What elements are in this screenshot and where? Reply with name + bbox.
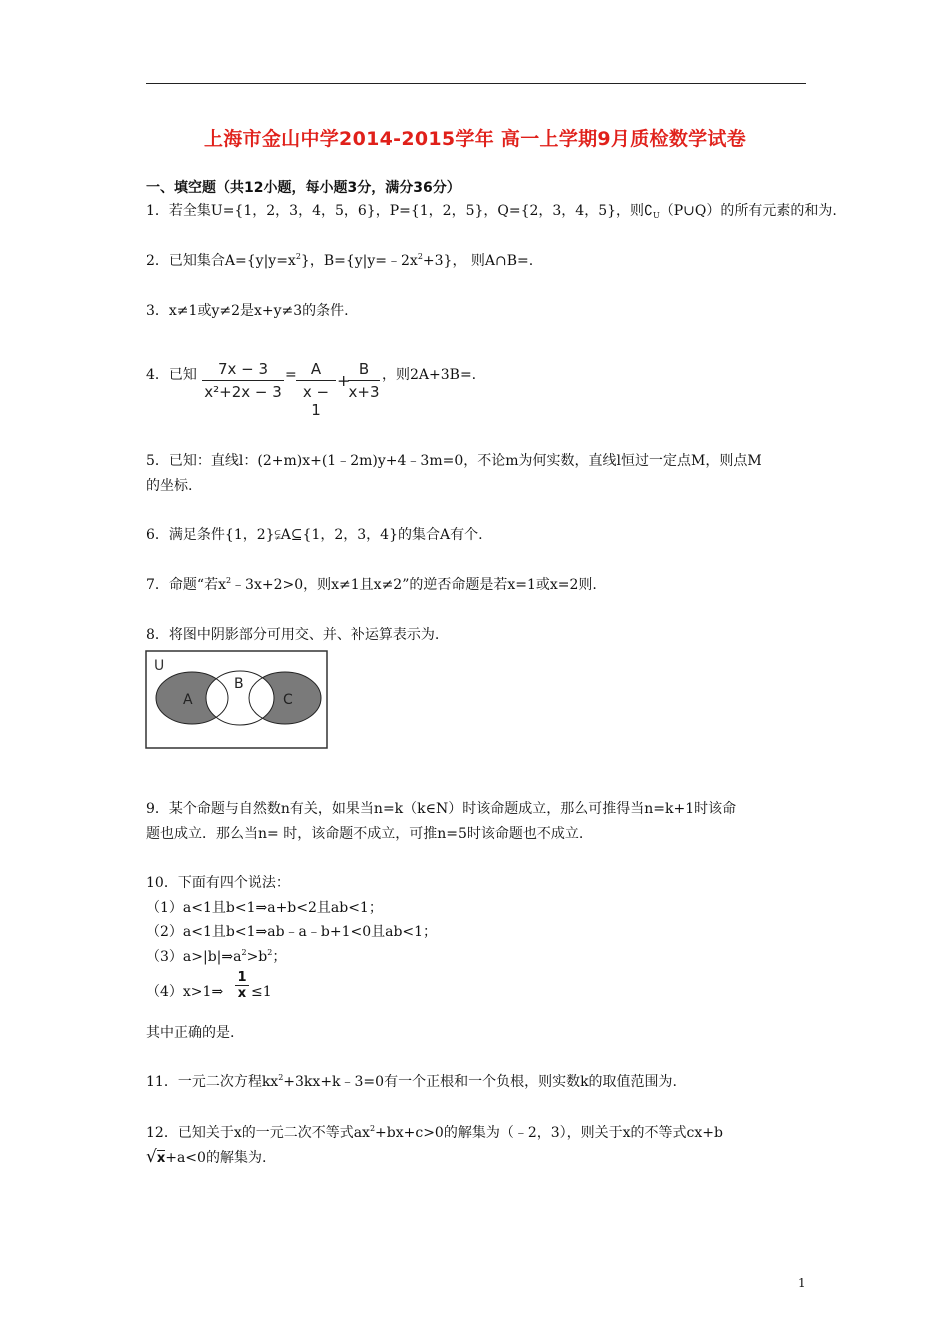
question-2: 2．已知集合$A=\{y|y=x^2\}$，$B=\{y|y=﹣2x^2+3\}$， 则A∩B=. <box>146 252 534 269</box>
label-a: A <box>183 692 193 708</box>
question-9-line-2: 题也成立．那么当n= 时，该命题不成立，可推n=5时该命题也不成立. <box>146 826 584 842</box>
question-10-item-2: （2）a<1且b<1⇒ab﹣a﹣b+1<0且ab<1； <box>146 924 438 940</box>
question-9-line-1: 9．某个命题与自然数n有关，如果当n=k（k∈N）时该命题成立，那么可推得当n=k+1时该命 <box>146 801 737 817</box>
question-12-line-2: √x+a<0的解集为. <box>146 1147 267 1167</box>
label-u: U <box>154 658 165 674</box>
venn-diagram <box>145 650 329 750</box>
section-heading: 一、填空题（共12小题，每小题3分，满分36分） <box>146 180 461 196</box>
page-title: 上海市金山中学2014-2015学年 高一上学期9月质检数学试卷 <box>203 128 747 150</box>
fraction-3: $\frac{B}{x+3}$ <box>348 360 380 401</box>
question-7: 7．命题“若$x^2﹣3x+2>0$，则x≠1且x≠2”的逆否命题是若x=1或x=2则. <box>146 576 597 593</box>
question-8: 8．将图中阴影部分可用交、并、补运算表示为. <box>146 627 440 643</box>
label-b: B <box>234 676 244 692</box>
question-10-item-3: $(3)a>|b|\Rightarrow a^2>b^2$； <box>146 948 287 965</box>
question-5-line-1: 5．已知：直线l：(2+m)x+(1﹣2m)y+4﹣3m=0，不论m为何实数，直线l恒过一定点M，则点M <box>146 453 762 469</box>
header-rule <box>146 83 806 84</box>
question-10-tail: 其中正确的是. <box>146 1025 235 1041</box>
label-c: C <box>283 692 293 708</box>
fraction-one-over-x: $\frac{1}{x}$ <box>235 970 249 1001</box>
page-number: 1 <box>798 1276 806 1290</box>
question-11: 11．一元二次方程$kx^2+3kx+k﹣3=0$有一个正根和一个负根，则实数k的取值范围为. <box>146 1073 678 1090</box>
question-6: 6．满足条件{1，2}⫋A⊆{1，2，3，4}的集合A有个. <box>146 527 483 543</box>
question-10-head: 10．下面有四个说法： <box>146 875 290 891</box>
question-5-line-2: 的坐标. <box>146 478 193 494</box>
question-12-line-1: 12．已知关于x的一元二次不等式$ax^2+bx+c>0$的解集为（﹣2，3），则关于x的不等式cx+b <box>146 1124 723 1141</box>
question-3: 3．x≠1或y≠2是x+y≠3的条件. <box>146 303 349 319</box>
sqrt-symbol: √ <box>146 1147 157 1167</box>
fraction-1: $\frac{7x - 3}{\text{x²+2x − 3}}$ <box>202 360 284 401</box>
fraction-2: $\frac{A}{x - 1}$ <box>296 360 336 419</box>
question-1: 1．若全集U={1，2，3，4，5，6}，P={1，2，5}，Q={2，3，4，5}，则$∁_U(P\cup Q)$的所有元素的和为. <box>146 203 837 220</box>
question-10-item-1: （1）a<1且b<1⇒a+b<2且ab<1； <box>146 900 383 916</box>
